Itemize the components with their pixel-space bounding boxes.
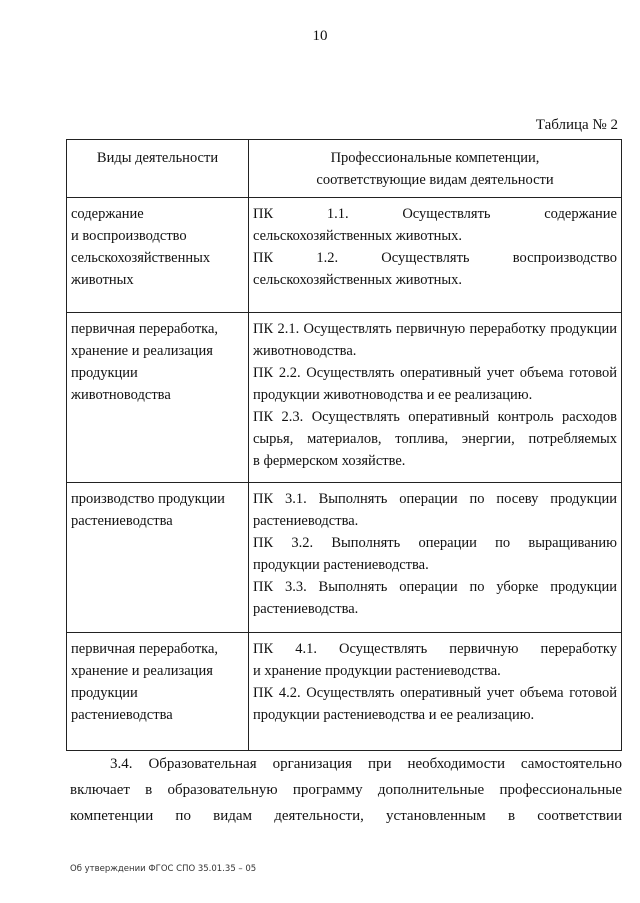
competency-line: в фермерском хозяйстве. (253, 453, 406, 469)
table-row (67, 483, 622, 633)
competency-line: продукции растениеводства и ее реализацию. (253, 707, 535, 723)
paragraph-3-4: 3.4. Образовательная организация при необходимости самостоятельно включает в образовательную программу дополнительные профессиональные компетенции по видам деятельности, установленным в соответствии (70, 756, 622, 824)
competency-line: ПК 4.1. Осуществлять первичную переработку (253, 641, 617, 657)
competency-line: ПК 2.3. Осуществлять оперативный контроль расходов (253, 409, 617, 425)
activity-cell: первичная переработка, хранение и реализация продукции животноводства (67, 313, 249, 483)
competency-line: ПК 3.2. Выполнять операции по выращиванию (253, 535, 617, 551)
header-competencies: Профессиональные компетенции, соответствующие видам деятельности (249, 140, 622, 198)
competency-line: ПК 2.1. Осуществлять первичную переработку продукции (253, 321, 617, 337)
competency-cell (249, 483, 622, 633)
table-caption: Таблица № 2 (535, 117, 618, 133)
activity-cell: первичная переработка, хранение и реализация продукции растениеводства (67, 633, 249, 751)
table-header-row (67, 140, 622, 198)
header-activities: Виды деятельности (67, 140, 249, 198)
competency-line: ПК 3.1. Выполнять операции по посеву продукции (253, 491, 617, 507)
competency-line: сельскохозяйственных животных. (253, 228, 463, 244)
competency-line: ПК 1.2. Осуществлять воспроизводство (253, 250, 617, 266)
competency-line: ПК 2.2. Осуществлять оперативный учет объема готовой (253, 365, 617, 381)
activity-cell: производство продукции растениеводства (67, 483, 249, 633)
table-row (67, 313, 622, 483)
competency-line: сельскохозяйственных животных. (253, 272, 463, 288)
competency-line: и хранение продукции растениеводства. (253, 663, 501, 679)
competency-line: растениеводства. (253, 601, 359, 617)
competency-line: растениеводства. (253, 513, 359, 529)
footer-note: Об утверждении ФГОС СПО 35.01.35 – 05 (70, 864, 257, 874)
competency-cell (249, 198, 622, 313)
competency-line: ПК 4.2. Осуществлять оперативный учет объема готовой (253, 685, 617, 701)
competency-line: ПК 3.3. Выполнять операции по уборке продукции (253, 579, 617, 595)
competency-cell (249, 313, 622, 483)
activity-cell: содержание и воспроизводство сельскохозяйственных животных (67, 198, 249, 313)
competency-line: сырья, материалов, топлива, энергии, потребляемых (253, 431, 617, 447)
competency-line: ПК 1.1. Осуществлять содержание (253, 206, 617, 222)
competency-line: продукции растениеводства. (253, 557, 429, 573)
table-row (67, 633, 622, 751)
competencies-table (66, 139, 622, 751)
competency-line: животноводства. (253, 343, 357, 359)
competency-cell (249, 633, 622, 751)
table-row (67, 198, 622, 313)
page-number: 10 (312, 28, 328, 44)
competency-line: продукции животноводства и ее реализацию. (253, 387, 533, 403)
